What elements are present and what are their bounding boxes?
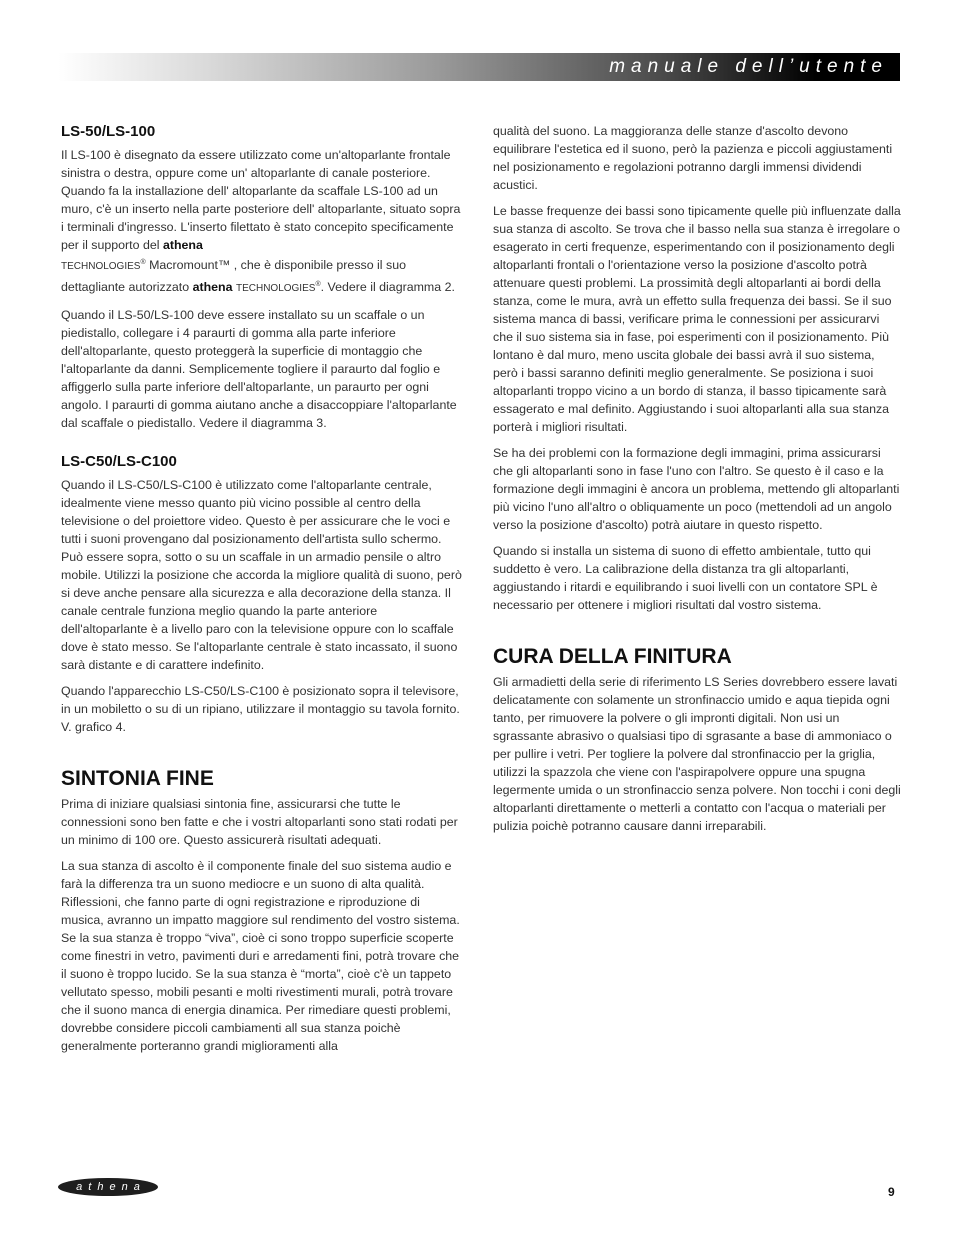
ls50-p1-text-c: . Vedere il diagramma 2.: [320, 280, 455, 295]
page-number: 9: [888, 1185, 895, 1199]
ls50-paragraph-2: Quando il LS-50/LS-100 deve essere installato su un scaffale o un piedistallo, collegare i 4 paraurti di gomma alla parte inferiore dell'altoparlante, questo proteggerà la superficie di montaggio che l'altoparlante da danni. Semplicemente togliere il paraurto dal foglio e affiggerlo sulla parte inferiore dell'altoparlante, un paraurto per ogni angolo. I paraurti di gomma aiutano anche a disaccoppiare l'altoparlante dal scaffale o piedistallo. Vedere il diagramma 3.: [61, 308, 457, 431]
sintonia-paragraph-2: La sua stanza di ascolto è il componente finale del suo sistema audio e farà la differenza tra un suono mediocre e un suono di alta qualità. Riflessioni, che fanno parte di ogni registrazione e riproduzione di musica, avranno un impatto maggiore sul rendimento del vostro sistema. Se la sua stanza è troppo “viva”, cioè ci sono troppo superficie scoperte come finestri in vetro, pavimenti duri e arredamenti fini, potrà trovare che il suono è troppo lucido. Se la sua stanza è “morta”, cioè c'è un tappeto vellutato spesso, mobili pesanti e molti rivestimenti murali, potrà trovare che il suono manca di energia dinamica. Per rimediare questi problemi, dovrebbe considere piccoli cambiamenti all sua stanza poichè generalmente porteranno grandi miglioramenti alla: [61, 859, 460, 1054]
right-paragraph-2: Le basse frequenze dei bassi sono tipicamente quelle più influenzate dalla sua stanza di ascolto. Se trova che il basso nella sua stanza è irregolare o esagerato in certi frequenze, esperimentando con il posizionamento degli altoparlanti frontali o l'orientazione verso la posizione d'ascolto potrà attenuare questi problemi. La prossimità degli altoparlanti ai bordi della stanza, come le mura, avrà un effetto sulla frequenza dei bassi. Se il suo sistema manca di bassi, verificare prima le connessioni per assicurarvi che il suo sistema sia in fase, poi esperimenti con il posizionamento. Più lontano è dal muro, meno uscita globale dei bassi avrà il suo sistema, però i bassi saranno definiti meglio generalmente. Se posiziona i suoi altoparlanti troppo vicino a un bordo di stanza, il basso tipicamente sarà essagerato e mal definito. Aggiustando i suoi altoparlanti alla sua stanza porterà i migliori risultati.: [493, 204, 901, 434]
ls50-p1-text-b: Macromount™ , che è disponibile presso il suo dettagliante autorizzato: [61, 258, 406, 295]
right-column: [493, 122, 901, 843]
lsc50-heading: LS-C50/LS-C100: [61, 453, 177, 471]
cura-paragraph-1: Gli armadietti della serie di riferimento LS Series dovrebbero essere lavati delicatamente con solamente un stronfinaccio umido e aqua tiepida ogni tanto, per rimuovere la polvere o gli impronti digitali. Non usi un sgrassante abrasivo o qualsiasi tipo di sgrasante a base di ammoniaco o per pullire i vetri. Per togliere la polvere dal stronfinaccio per la griglia, utilizzi la spazzola che viene con l'aspirapolvere oppure una spugna legermente umida o un stronfinaccio senza polvere. Non tocchi i coni degli altoparlanti direttamente o metterli a contatto con l'acqua o materiali per pulizia poichè potranno causare danni irreparabili.: [493, 675, 901, 833]
ls50-p1-text-a: Il LS-100 è disegnato da essere utilizzato come un'altoparlante frontale sinistra o destra, oppure come un' altoparlante di canale posteriore. Quando fa la installazione dell' altoparlante da scaffale LS-100 ad un muro, c'è un inserto nella parte posteriore dell' altoparlante, situato sopra i terminali d'ingresso. L'inserto filettato è stato concepito specificamente per il supporto del: [61, 148, 461, 252]
left-column: [61, 122, 464, 1063]
cura-heading: CURA DELLA FINITURA: [493, 645, 732, 668]
ls50-paragraph-1: [61, 146, 464, 298]
brand-name: athena: [162, 238, 203, 252]
logo-text: athena: [76, 1181, 146, 1193]
sintonia-heading: SINTONIA FINE: [61, 767, 214, 791]
right-paragraph-4: Quando si installa un sistema di suono di effetto ambientale, tutto qui suddetto è vero. La calibrazione della distanza tra gli altoparlanti, aggiustando i ritardi e equilibrando i suoi livelli con un contatore SPL è necessario per ottenere i migliori risultati dal vostro sistema.: [493, 544, 878, 612]
brand-name: athena: [192, 280, 233, 295]
right-paragraph-1: qualità del suono. La maggioranza delle stanze d'ascolto devono equilibrare l'estetica ed il suono, però la pazienza e piccoli aggiustamenti nel posizionamento e regolazioni potranno dargli immensi dividendi acustici.: [493, 124, 893, 192]
lsc50-paragraph-1: Quando il LS-C50/LS-C100 è utilizzato come l'altoparlante centrale, idealmente viene messo quanto più vicino possible al centro della televisione o del proiettore video. Questo è per assicurare che le voci e tutti i suoni provengano dal posizionamento dell'artista sullo schermo. Può essere sopra, sotto o su un scaffale in un armadio pensile o altro mobile. Utilizzi la posizione che accorda la migliore qualità di suono, però si deve anche pensare alla sicurezza e alla decorazione della stanza. Il canale centrale funziona meglio quando la parte anteriore dell'altoparlante è a livello paro con la televisione oppure con lo scaffale dove è stato messo. Se l'altoparlante centrale è stato incassato, il suono sarà distante e di carattere indefinito.: [61, 478, 462, 673]
header-title: manuale dell’utente: [609, 56, 888, 77]
registered-mark: ®: [140, 259, 146, 266]
registered-mark: ®: [315, 281, 321, 289]
athena-logo: [58, 1178, 158, 1196]
brand-technologies: TECHNOLOGIES: [235, 283, 316, 295]
header-bar: [58, 53, 900, 81]
ls50-heading: LS-50/LS-100: [61, 123, 156, 140]
lsc50-paragraph-2: Quando l'apparecchio LS-C50/LS-C100 è posizionato sopra il televisore, in un mobiletto o su di un ripiano, utilizzare il montaggio su tavola fornito. V. grafico 4.: [61, 684, 460, 735]
brand-technologies: TECHNOLOGIES: [61, 261, 141, 273]
sintonia-paragraph-1: Prima di iniziare qualsiasi sintonia fine, assicurarsi che tutte le connessioni sono ben fatte e che i vostri altoparlanti sono stati rodati per un minimo di 100 ore. Questo assicurerà risultati adequati.: [61, 797, 458, 848]
right-paragraph-3: Se ha dei problemi con la formazione degli immagini, prima assicurarsi che gli altoparlanti sono in fase l'uno con l'altro. Se questo è il caso e la formazione degli immagini è ancora un problema, mettendo gli altoparlanti più vicino l'uno all'altro o obliquamente un poco (mettendoli ad un angolo verso la posizione d'ascolto) potrà aiutare in questo rispetto.: [493, 446, 900, 532]
